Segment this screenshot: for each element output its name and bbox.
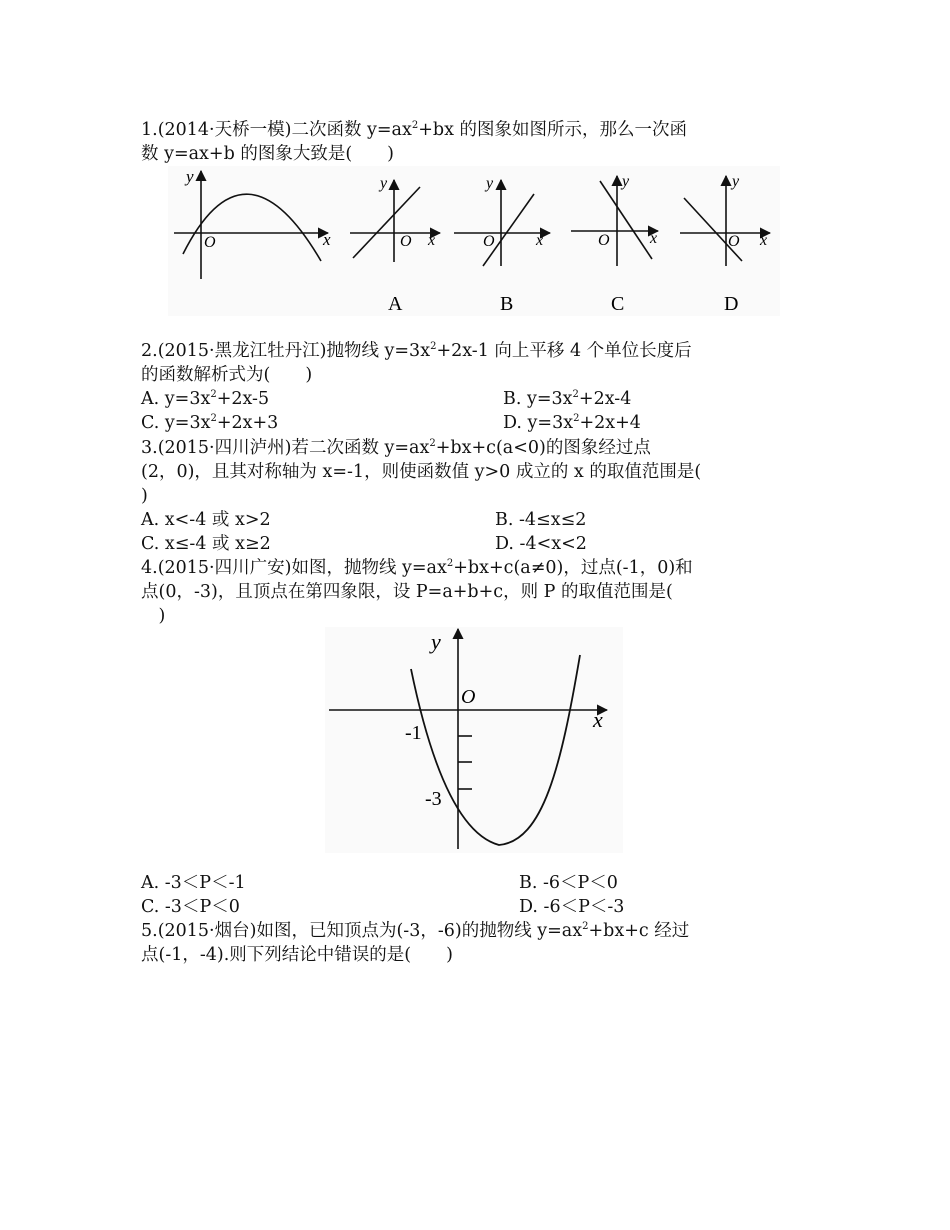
q4-stem-line2: 点(0，-3)，且顶点在第四象限，设 P=a+b+c，则 P 的取值范围是(: [141, 582, 673, 602]
q2-option-b[interactable]: [503, 387, 631, 411]
q1-graph-c-x-label: x: [650, 230, 658, 247]
q2-stem-text: 2.(2015·黑龙江牡丹江)抛物线 y=3x: [141, 341, 431, 361]
q1-graph-a-x-label: x: [428, 232, 436, 249]
q3-stem-text-cont: +bx+c(a<0)的图象经过点: [435, 438, 651, 458]
q1-stem-text-cont: +bx 的图象如图所示，那么一次函: [418, 120, 688, 140]
q4-stem-text-cont: +bx+c(a≠0)，过点(-1，0)和: [453, 558, 693, 578]
q1-stem-line2: 数 y=ax+b 的图象大致是( ): [141, 144, 394, 164]
q2-option-a-text-cont: +2x-5: [216, 389, 270, 409]
q2-option-b-text: B. y=3x: [503, 389, 573, 409]
q1-choice-b-label: B: [500, 293, 514, 315]
q4-option-c[interactable]: C. -3＜P＜0: [141, 897, 240, 917]
q4-origin-label: O: [461, 686, 476, 708]
q1-graph-a-y-label: y: [380, 175, 388, 192]
q2-option-a-text: A. y=3x: [141, 389, 211, 409]
q2-option-c-text-cont: +2x+3: [216, 413, 279, 433]
q5-stem-line2: 点(-1，-4).则下列结论中错误的是( ): [141, 945, 453, 965]
q3-stem-line3: ): [141, 486, 148, 506]
q2-option-d[interactable]: [503, 411, 641, 435]
q1-stem-line1: [141, 118, 687, 142]
q1-choice-d-label: D: [724, 293, 739, 315]
q1-exponent: 2: [411, 120, 419, 131]
q1-graph-d-origin-label: O: [728, 233, 740, 250]
q2-option-d-exp: 2: [573, 413, 580, 424]
q2-option-c-text: C. y=3x: [141, 413, 211, 433]
q4-option-d[interactable]: D. -6＜P＜-3: [519, 897, 625, 917]
q3-option-d[interactable]: D. -4<x<2: [495, 534, 587, 554]
q5-stem-text: 5.(2015·烟台)如图，已知顶点为(-3，-6)的抛物线 y=ax: [141, 921, 583, 941]
q2-option-d-text: D. y=3x: [503, 413, 574, 433]
q1-graph-c-y-label: y: [622, 173, 630, 190]
q1-graph-b-x-label: x: [536, 232, 544, 249]
q4-stem-line1: [141, 556, 693, 580]
q2-exponent: 2: [430, 341, 437, 352]
q1-parabola-origin-label: O: [204, 234, 216, 251]
q1-figure: [168, 166, 780, 316]
q2-stem-line2: 的函数解析式为( ): [141, 365, 313, 385]
q2-option-c[interactable]: [141, 411, 278, 435]
q4-y-label: y: [431, 629, 441, 654]
q1-graph-d-y-label: y: [732, 173, 740, 190]
q4-stem-text: 4.(2015·四川广安)如图，抛物线 y=ax: [141, 558, 447, 578]
q4-option-a[interactable]: A. -3＜P＜-1: [141, 873, 246, 893]
q2-option-d-text-cont: +2x+4: [579, 413, 641, 433]
q1-graph-b-origin-label: O: [483, 233, 495, 250]
q5-stem-line1: [141, 919, 689, 943]
q2-stem-text-cont: +2x-1 向上平移 4 个单位长度后: [436, 341, 692, 361]
q4-figure: [325, 627, 623, 853]
q3-option-c[interactable]: C. x≤-4 或 x≥2: [141, 534, 271, 554]
q3-exponent: 2: [429, 438, 436, 449]
q1-stem-text: 1.(2014·天桥一模)二次函数 y=ax: [141, 120, 412, 140]
q4-option-b[interactable]: B. -6＜P＜0: [519, 873, 618, 893]
q3-stem-line1: [141, 436, 651, 460]
q1-choice-c-label: C: [611, 293, 625, 315]
q2-option-a-exp: 2: [210, 389, 217, 400]
q2-stem-line1: [141, 339, 692, 363]
q5-exponent: 2: [582, 921, 589, 932]
q4-exponent: 2: [446, 558, 454, 569]
q3-option-a[interactable]: A. x<-4 或 x>2: [141, 510, 271, 530]
q3-stem-line2: (2，0)，且其对称轴为 x=-1，则使函数值 y>0 成立的 x 的取值范围是(: [141, 462, 702, 482]
q2-option-b-exp: 2: [572, 389, 579, 400]
q1-graph-d-x-label: x: [760, 232, 768, 249]
q2-option-b-text-cont: +2x-4: [578, 389, 632, 409]
q4-stem-line3: ): [141, 606, 166, 626]
q5-stem-text-cont: +bx+c 经过: [588, 921, 690, 941]
q1-parabola-x-label: x: [323, 230, 331, 249]
q3-stem-text: 3.(2015·四川泸州)若二次函数 y=ax: [141, 438, 430, 458]
q1-choice-a-label: A: [388, 293, 403, 315]
q1-graph-b-y-label: y: [486, 175, 494, 192]
q1-graph-a-origin-label: O: [400, 233, 412, 250]
q1-graph-c-origin-label: O: [598, 232, 610, 249]
q2-option-a[interactable]: [141, 387, 269, 411]
q1-parabola-y-label: y: [186, 167, 194, 186]
q3-option-b[interactable]: B. -4≤x≤2: [495, 510, 587, 530]
q4-tick-label-minus1: -1: [405, 722, 422, 744]
q4-tick-label-minus3: -3: [425, 788, 442, 810]
q2-option-c-exp: 2: [210, 413, 217, 424]
q4-x-label: x: [593, 707, 603, 732]
